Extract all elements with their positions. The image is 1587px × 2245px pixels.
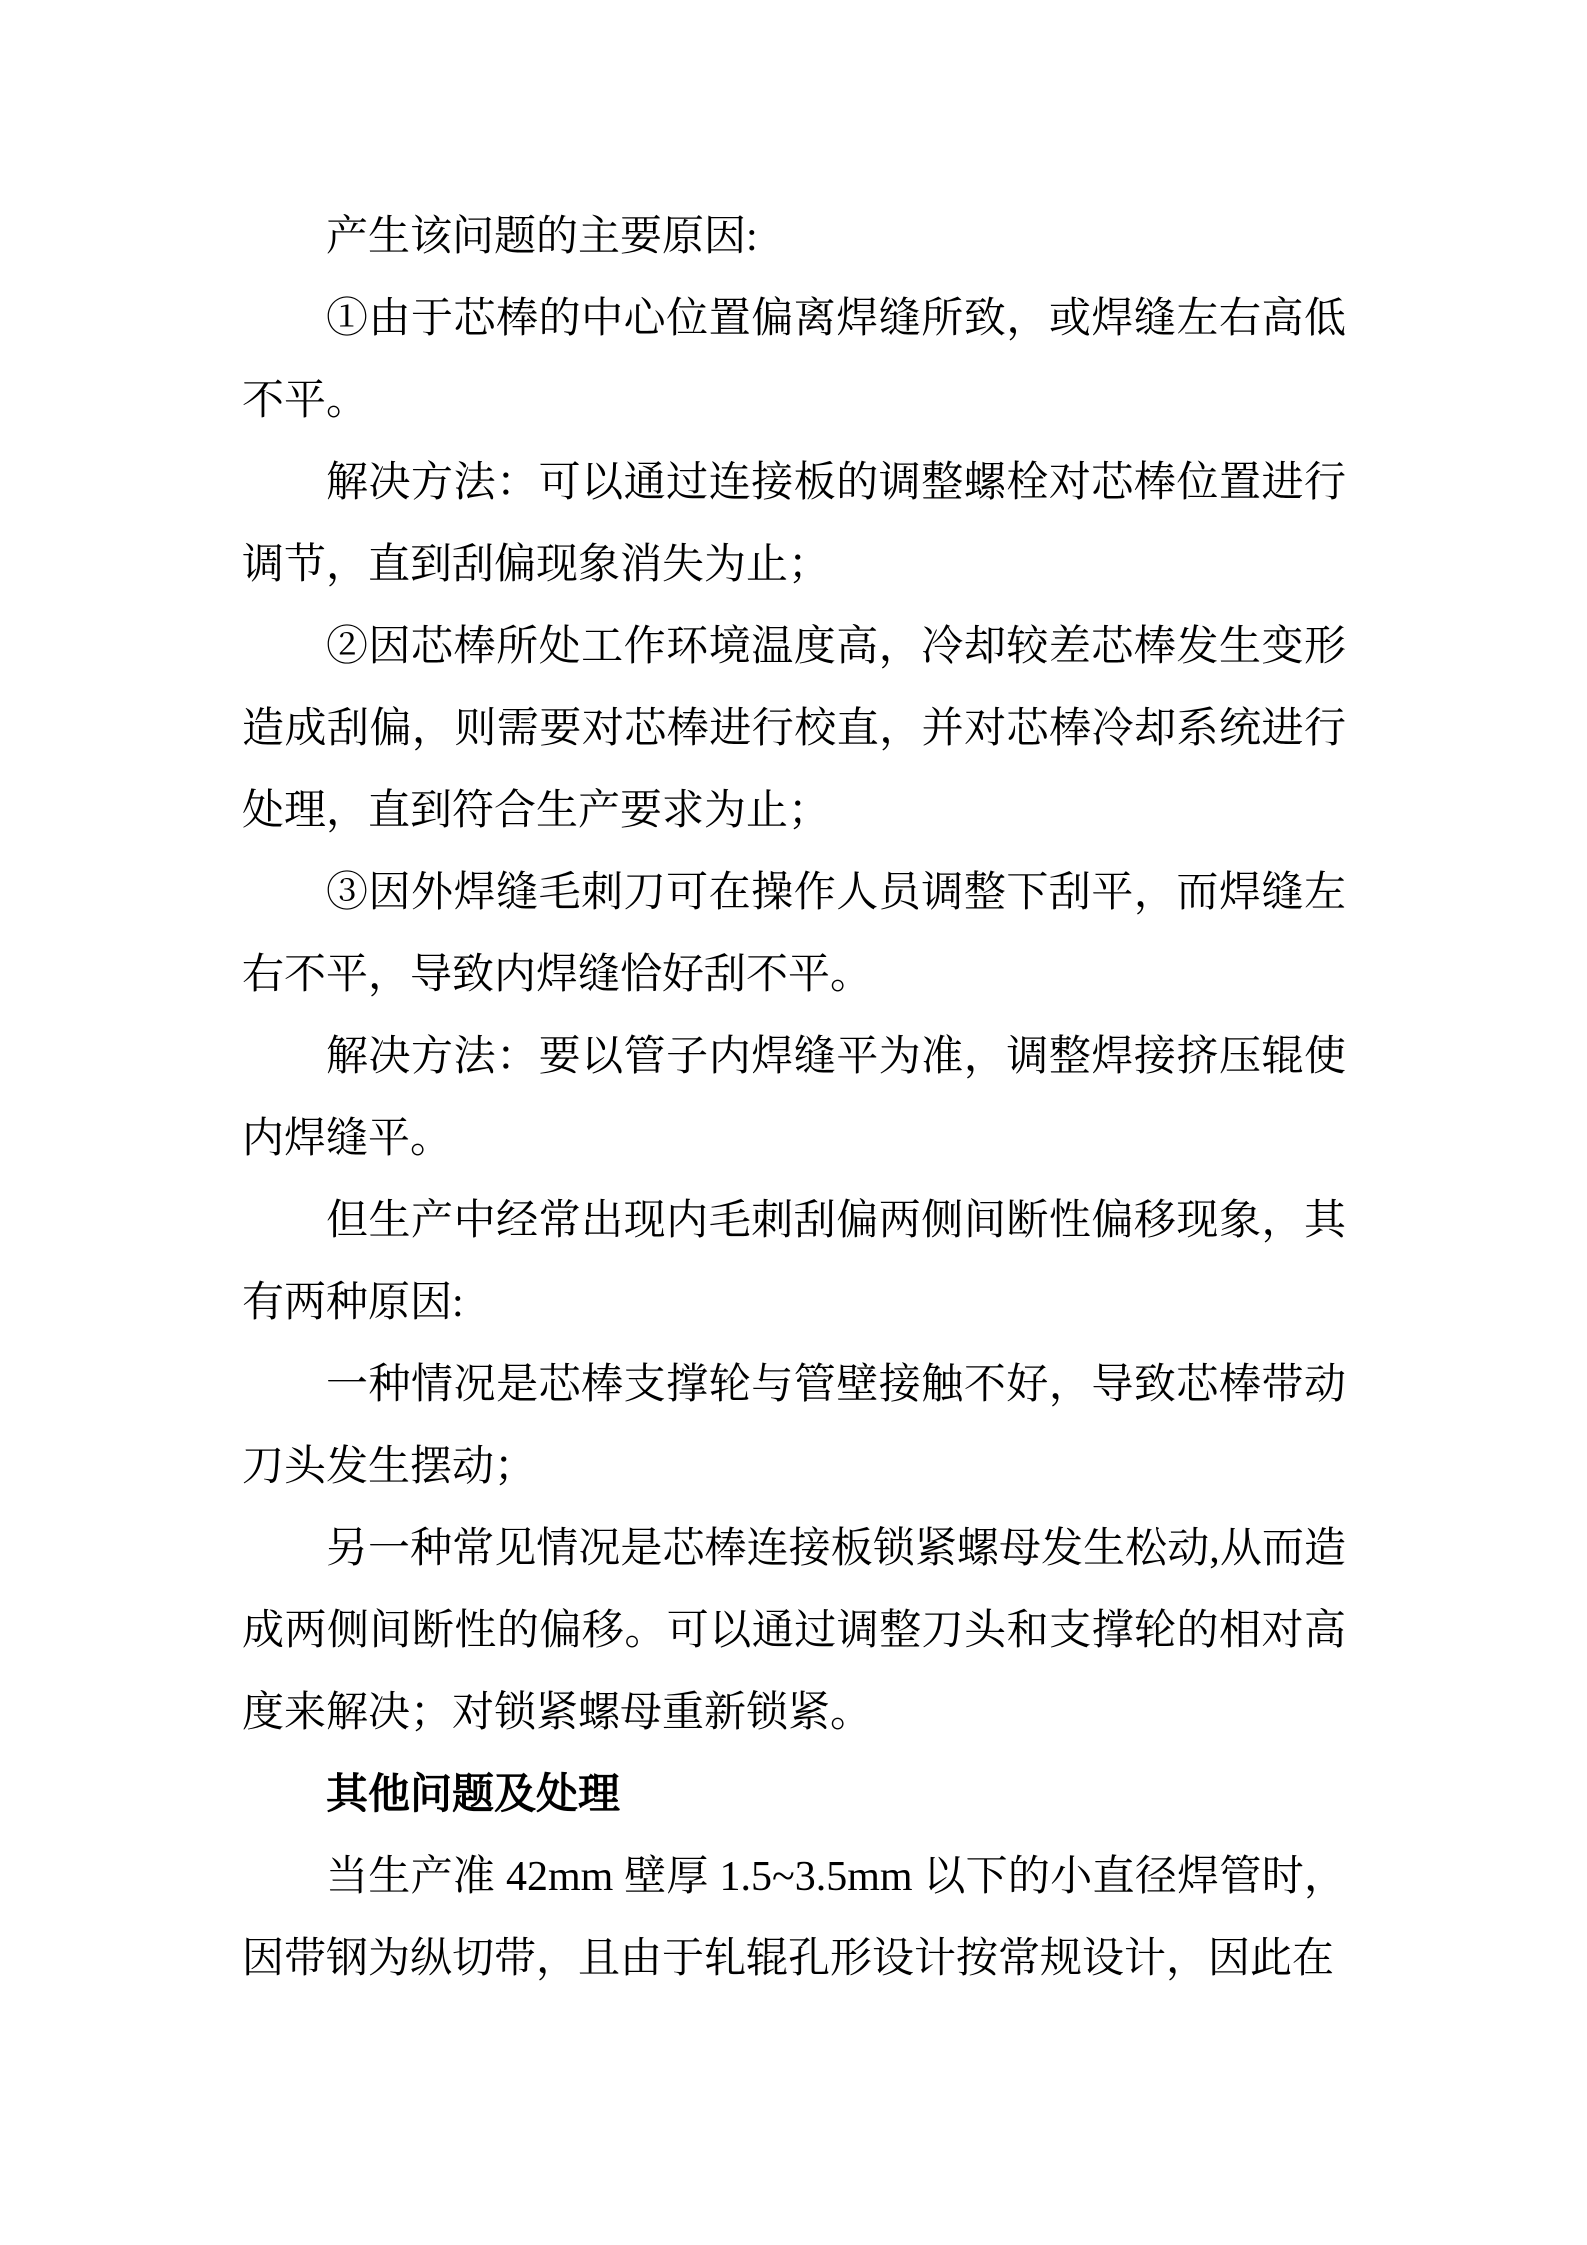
paragraph: ①由于芯棒的中心位置偏离焊缝所致，或焊缝左右高低不平。 xyxy=(242,296,1346,424)
paragraph: 解决方法：要以管子内焊缝平为准，调整焊接挤压辊使内焊缝平。 xyxy=(242,1034,1346,1162)
paragraph: 当生产准 42mm 壁厚 1.5~3.5mm 以下的小直径焊管时，因带钢为纵切带，且由于轧辊孔形设计按常规设计，因此在 xyxy=(242,1854,1346,1982)
paragraph: ②因芯棒所处工作环境温度高，冷却较差芯棒发生变形造成刮偏，则需要对芯棒进行校直，并对芯棒冷却系统进行处理，直到符合生产要求为止； xyxy=(242,624,1346,834)
document-text-block xyxy=(242,196,1346,2000)
paragraph: 但生产中经常出现内毛刺刮偏两侧间断性偏移现象，其有两种原因: xyxy=(242,1198,1346,1326)
paragraph: ③因外焊缝毛刺刀可在操作人员调整下刮平，而焊缝左右不平，导致内焊缝恰好刮不平。 xyxy=(242,870,1346,998)
paragraph: 另一种常见情况是芯棒连接板锁紧螺母发生松动,从而造成两侧间断性的偏移。可以通过调整刀头和支撑轮的相对高度来解决；对锁紧螺母重新锁紧。 xyxy=(242,1526,1346,1736)
paragraph: 一种情况是芯棒支撑轮与管壁接触不好，导致芯棒带动刀头发生摆动； xyxy=(242,1362,1346,1490)
paragraph: 产生该问题的主要原因: xyxy=(326,214,758,260)
paragraph: 解决方法：可以通过连接板的调整螺栓对芯棒位置进行调节，直到刮偏现象消失为止； xyxy=(242,460,1346,588)
section-heading: 其他问题及处理 xyxy=(326,1772,621,1818)
